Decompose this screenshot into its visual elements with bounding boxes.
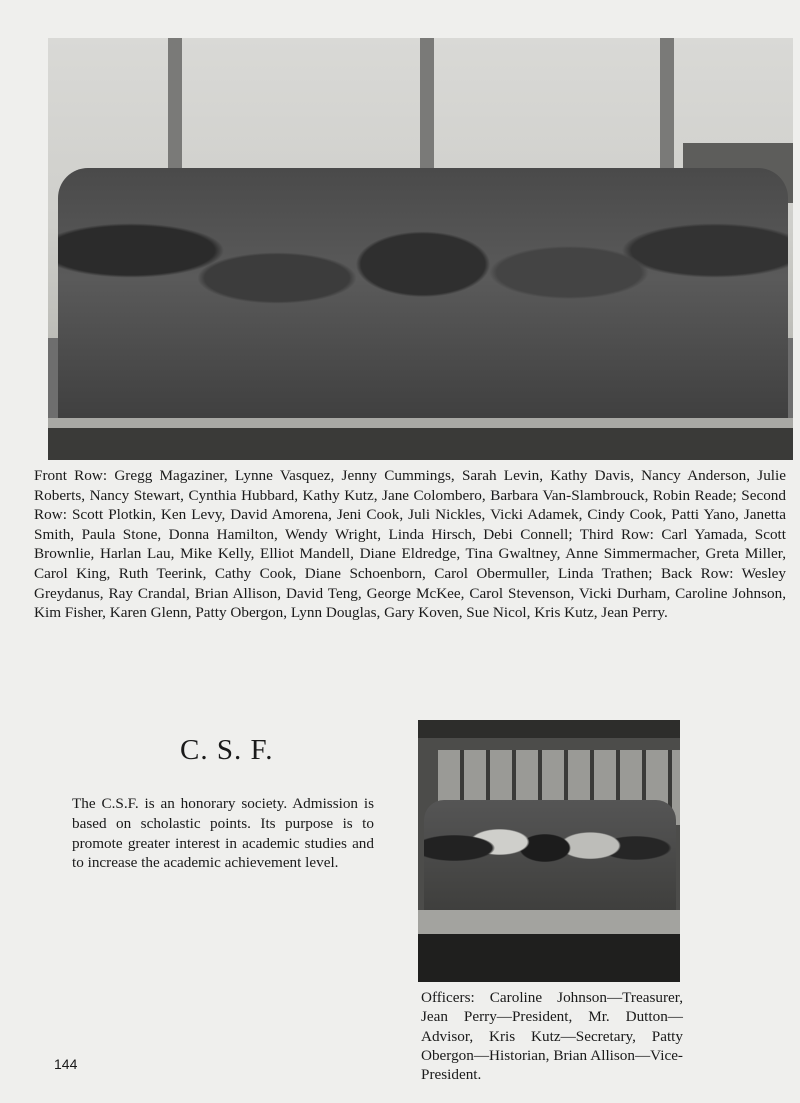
section-title: C. S. F.	[180, 734, 274, 766]
officers-photo	[418, 720, 680, 982]
bench	[418, 910, 680, 936]
officers-group	[424, 800, 676, 920]
student-group	[58, 168, 788, 443]
group-photo-caption: Front Row: Gregg Magaziner, Lynne Vasquez, Jenny Cummings, Sarah Levin, Kathy Davis, Nancy Anderson, Julie Roberts, Nancy Stewart, Cynthia Hubbard, Kathy Kutz, Jane Colombero, Barbara Van-Slambrouck, Robin Reade; Second Row: Scott Plotkin, Ken Levy, David Amorena, Jeni Cook, Juli Nickles, Vicki Adamek, Cindy Cook, Patti Yano, Janetta Smith, Paula Stone, Donna Hamilton, Wendy Wright, Linda Hirsch, Debi Connell; Third Row: Carl Yamada, Scott Brownlie, Harlan Lau, Mike Kelly, Elliot Mandell, Diane Eldredge, Tina Gwaltney, Anne Simmermacher, Greta Miller, Carol King, Ruth Teerink, Cathy Cook, Diane Schoenborn, Carol Obermuller, Linda Trathen; Back Row: Wesley Greydanus, Ray Crandal, Brian Allison, David Teng, George McKee, Carol Stevenson, Vicki Durham, Caroline Johnson, Kim Fisher, Karen Glenn, Patty Obergon, Lynn Douglas, Gary Koven, Sue Nicol, Kris Kutz, Jean Perry.	[34, 467, 786, 622]
officers-photo-caption: Officers: Caroline Johnson—Treasurer, Jean Perry—President, Mr. Dutton—Advisor, Kris Kutz—Secretary, Patty Obergon—Historian, Brian Allison—Vice-President.	[421, 989, 683, 1084]
ceiling	[418, 720, 680, 738]
floor	[418, 934, 680, 982]
section-description: The C.S.F. is an honorary society. Admission is based on scholastic points. Its purpose is to promote greater interest in academic studies and to increase the academic achievement level.	[72, 795, 374, 872]
group-photo	[48, 38, 793, 460]
lawn	[48, 428, 793, 460]
page-number: 144	[54, 1056, 78, 1072]
